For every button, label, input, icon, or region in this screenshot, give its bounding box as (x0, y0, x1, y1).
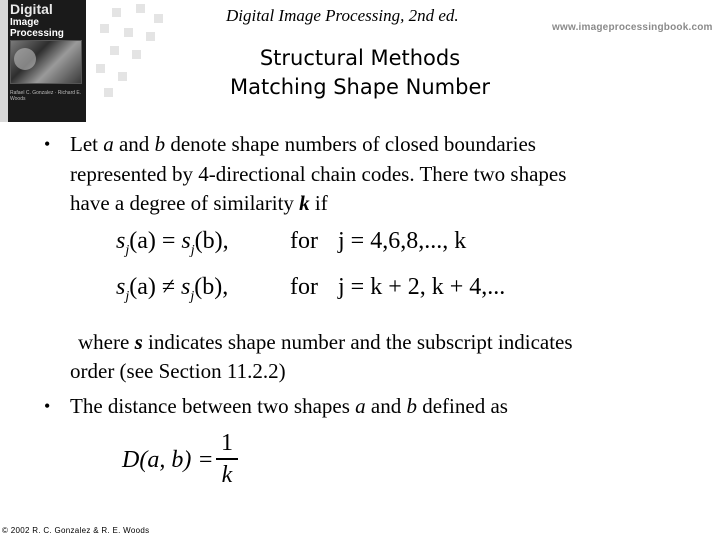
cover-title (10, 1, 64, 39)
copyright-footer: © 2002 R. C. Gonzalez & R. E. Woods (2, 526, 150, 535)
eq-sub-j: j (125, 289, 130, 304)
book-title-header: Digital Image Processing, 2nd ed. (226, 6, 459, 25)
eq-text: (a) = (129, 228, 182, 254)
cover-title-line3: Processing (10, 28, 64, 39)
var-a: a (103, 132, 114, 156)
text-run: defined as (416, 394, 508, 418)
eq-sub-j: j (190, 289, 195, 304)
var-k: k (299, 191, 310, 215)
equation-1-condition: j = 4,6,8,..., k (338, 228, 467, 254)
cover-authors: Rafael C. Gonzalez · Richard E. Woods (10, 90, 82, 102)
equation-2-for: for (290, 274, 318, 300)
where-line1 (78, 328, 573, 357)
eq-symbol-s: s (116, 274, 126, 300)
eq-symbol-s: s (116, 228, 126, 254)
slide-title-line1: Structural Methods (259, 46, 461, 70)
slide-title (190, 44, 530, 102)
equation-similar-orders (116, 228, 229, 259)
bullet-1-line1 (70, 130, 536, 159)
text-run: if (309, 191, 328, 215)
equation-different-orders (116, 274, 228, 305)
cover-artwork-circle (14, 48, 36, 70)
eq-sub-j: j (190, 243, 195, 258)
distance-fraction (216, 430, 238, 488)
slide-title-line2: Matching Shape Number (229, 75, 491, 99)
bullet-2-line1 (70, 392, 508, 421)
text-run: where (78, 330, 135, 354)
equation-2-condition: j = k + 2, k + 4,... (338, 274, 506, 300)
eq-symbol-s: s (181, 228, 191, 254)
fraction-numerator: 1 (221, 430, 233, 456)
text-run: indicates shape number and the subscript indicates (142, 330, 573, 354)
distance-formula-left (122, 447, 214, 474)
var-a: a (355, 394, 366, 418)
fraction-denominator: k (221, 461, 233, 488)
text-run: denote shape numbers of closed boundaries (165, 132, 536, 156)
eq-text: (b), (194, 274, 229, 300)
var-b: b (406, 394, 417, 418)
fraction-bar (216, 458, 238, 460)
text-run: Let (70, 132, 104, 156)
eq-distance-lhs: D(a, b) = (122, 447, 214, 473)
equation-1-for: for (290, 228, 318, 254)
eq-sub-j: j (125, 243, 130, 258)
var-s: s (134, 330, 143, 354)
eq-symbol-s: s (181, 274, 191, 300)
text-run: and (113, 132, 155, 156)
book-cover-image (0, 0, 86, 122)
eq-text: (b), (194, 228, 229, 254)
eq-text: (a) ≠ (129, 274, 182, 300)
bullet-marker-1: • (44, 134, 51, 154)
text-run: have a degree of similarity (70, 191, 300, 215)
where-line2: order (see Section 11.2.2) (70, 359, 286, 383)
bullet-1-line3 (70, 189, 328, 218)
text-run: and (365, 394, 407, 418)
bullet-1-line2: represented by 4-directional chain codes. There two shapes (70, 162, 567, 186)
cover-stripe (0, 0, 8, 122)
cover-title-line2: Image (10, 17, 39, 28)
bullet-marker-2: • (44, 396, 51, 416)
text-run: The distance between two shapes (70, 394, 356, 418)
website-url: www.imageprocessingbook.com (552, 22, 713, 33)
var-b: b (154, 132, 166, 156)
cover-title-line1: Digital (10, 1, 53, 17)
